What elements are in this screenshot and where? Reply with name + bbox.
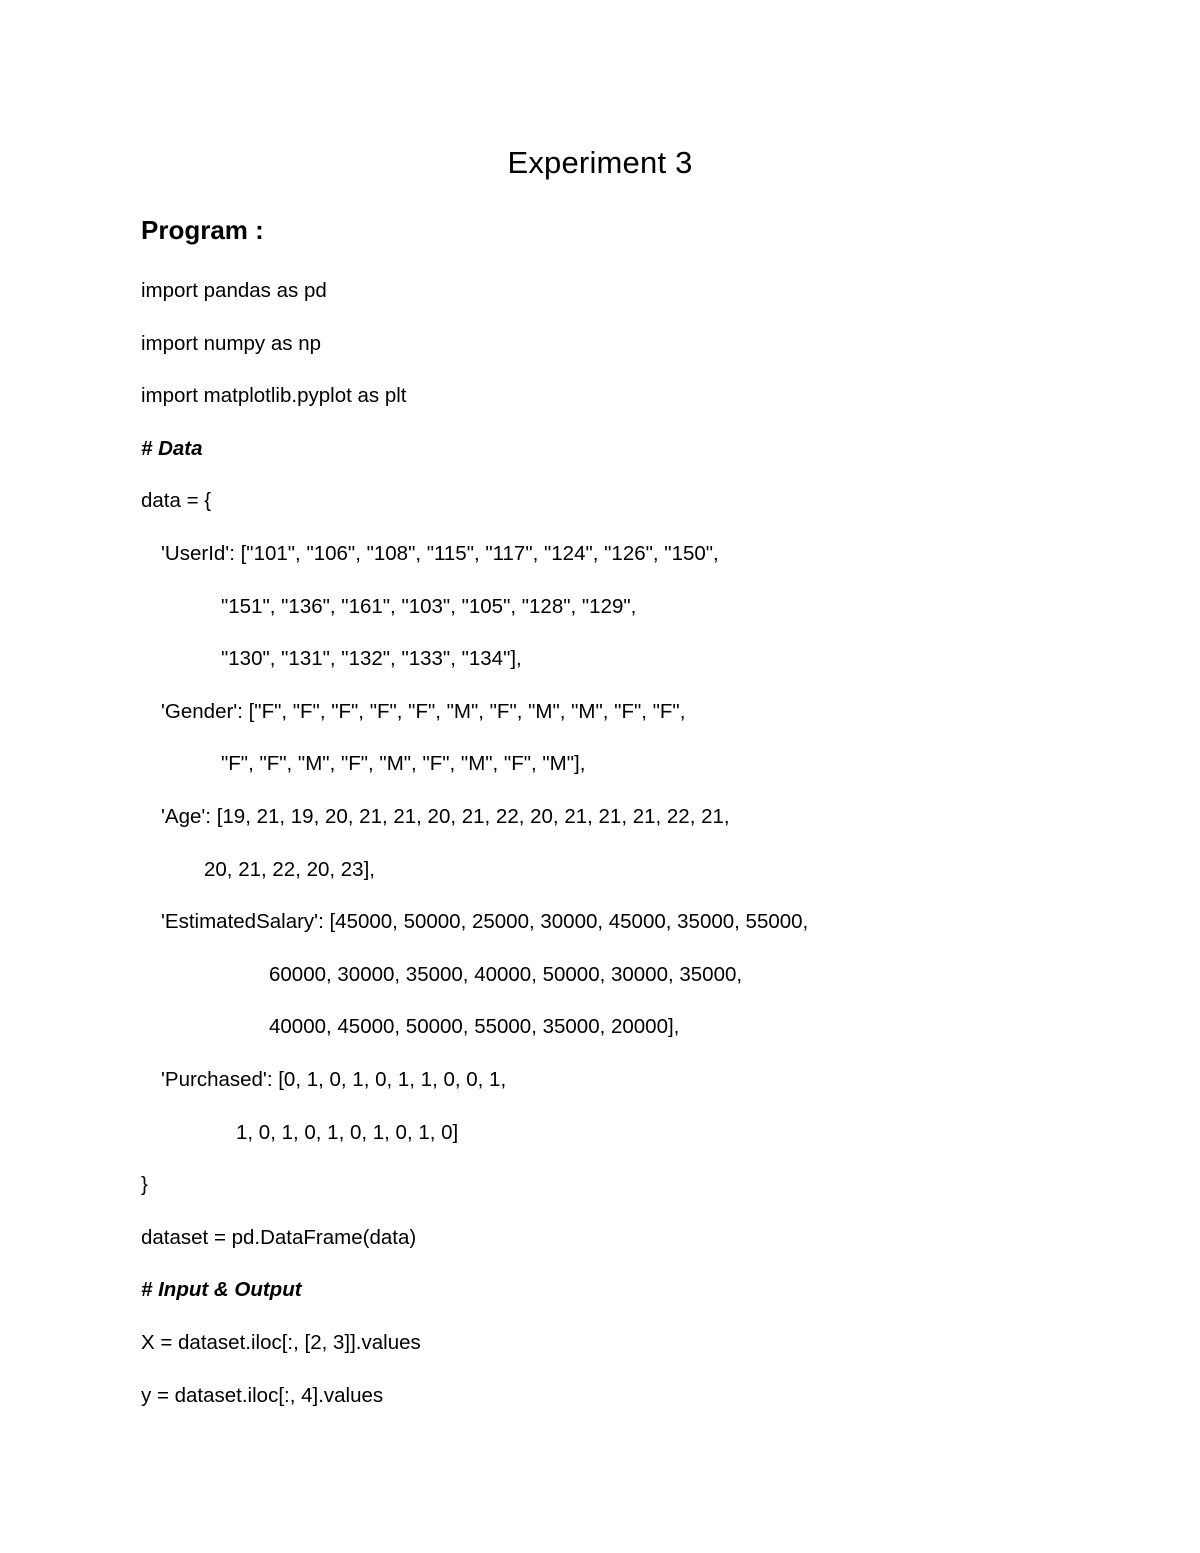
code-line: import pandas as pd [141, 279, 327, 302]
code-line: "F", "F", "M", "F", "M", "F", "M", "F", "M"], [221, 752, 586, 775]
document-title: Experiment 3 [507, 145, 693, 180]
code-comment-line: # Data [141, 437, 203, 460]
code-line: } [141, 1173, 148, 1196]
code-line: dataset = pd.DataFrame(data) [141, 1226, 417, 1249]
code-line: 'Gender': ["F", "F", "F", "F", "F", "M", "F", "M", "M", "F", "F", [161, 700, 686, 723]
code-line: 'Purchased': [0, 1, 0, 1, 0, 1, 1, 0, 0, 1, [161, 1068, 507, 1091]
code-line: import matplotlib.pyplot as plt [141, 384, 407, 407]
code-line: 'UserId': ["101", "106", "108", "115", "117", "124", "126", "150", [161, 542, 719, 565]
code-line: 20, 21, 22, 20, 23], [204, 858, 375, 881]
code-line: "130", "131", "132", "133", "134"], [221, 647, 522, 670]
code-line: "151", "136", "161", "103", "105", "128", "129", [221, 595, 637, 618]
code-line: data = { [141, 489, 212, 512]
code-line: X = dataset.iloc[:, [2, 3]].values [141, 1331, 421, 1354]
section-heading: Program : [141, 215, 264, 245]
code-line: 'Age': [19, 21, 19, 20, 21, 21, 20, 21, 22, 20, 21, 21, 21, 22, 21, [161, 805, 730, 828]
code-comment-line: # Input & Output [141, 1278, 302, 1301]
code-line: 60000, 30000, 35000, 40000, 50000, 30000, 35000, [269, 963, 743, 986]
code-line: 'EstimatedSalary': [45000, 50000, 25000, 30000, 45000, 35000, 55000, [161, 910, 809, 933]
code-line: import numpy as np [141, 332, 322, 355]
code-line: 1, 0, 1, 0, 1, 0, 1, 0, 1, 0] [236, 1121, 459, 1144]
code-line: y = dataset.iloc[:, 4].values [141, 1384, 384, 1407]
code-line: 40000, 45000, 50000, 55000, 35000, 20000], [269, 1015, 680, 1038]
